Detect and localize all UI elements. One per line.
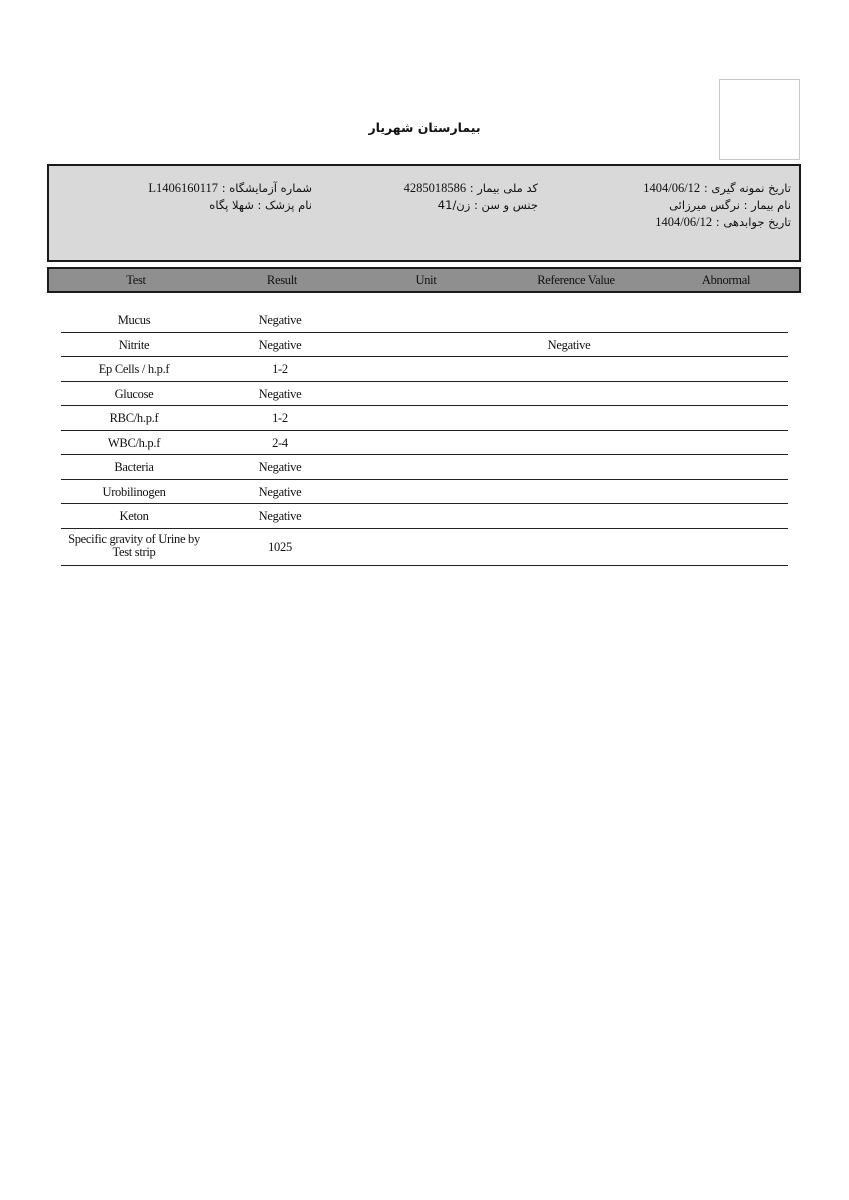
table-row xyxy=(61,504,788,529)
patient-name-label: نام بیمار : xyxy=(743,198,791,212)
table-row xyxy=(61,308,788,333)
header-unit: Unit xyxy=(415,273,437,287)
hospital-name: بیمارستان شهریار xyxy=(368,120,481,135)
test-result: Negative xyxy=(258,337,302,352)
test-name: Urobilinogen xyxy=(102,484,166,499)
national-code-label: کد ملی بیمار : xyxy=(469,181,538,195)
sample-date-line xyxy=(643,181,791,196)
test-result: 2-4 xyxy=(272,435,288,450)
table-row xyxy=(61,480,788,505)
test-name-line-2: Test strip xyxy=(112,544,156,559)
header-abnormal: Abnormal xyxy=(701,273,751,287)
sex-age-label: جنس و سن : xyxy=(473,198,538,212)
test-name: Mucus xyxy=(117,313,151,327)
lab-number-label: شماره آزمایشگاه : xyxy=(221,181,312,195)
test-result: Negative xyxy=(258,484,302,499)
doctor-line xyxy=(209,198,312,212)
test-result: Negative xyxy=(258,313,302,327)
doctor-label: نام پزشک : xyxy=(257,198,312,212)
test-name: WBC/h.p.f xyxy=(107,435,161,450)
patient-name-value: نرگس میرزائی xyxy=(669,198,740,212)
test-result: 1-2 xyxy=(272,362,288,376)
answer-date-line xyxy=(655,215,791,230)
sex-age-value: زن/41 xyxy=(437,198,471,212)
answer-date-value: 1404/06/12 xyxy=(655,215,713,229)
table-row xyxy=(61,455,788,480)
table-row xyxy=(61,406,788,431)
test-name: Glucose xyxy=(114,386,154,401)
answer-date-label: تاریخ جوابدهی : xyxy=(715,215,791,229)
test-result: Negative xyxy=(258,509,302,523)
test-name xyxy=(61,533,207,559)
national-code-value: 4285018586 xyxy=(403,181,467,195)
test-result: 1025 xyxy=(268,539,292,554)
results-table-header xyxy=(47,267,801,293)
patient-info-box xyxy=(47,164,801,262)
test-result: 1-2 xyxy=(272,411,288,425)
test-result: Negative xyxy=(258,386,302,401)
test-name: Nitrite xyxy=(118,337,150,352)
test-name: Ep Cells / h.p.f xyxy=(98,362,170,376)
table-row xyxy=(61,529,788,566)
lab-number-line xyxy=(148,181,312,196)
lab-number-value: L1406160117 xyxy=(148,181,219,195)
national-code-line xyxy=(404,181,538,196)
doctor-name-value: شهلا پگاه xyxy=(209,198,254,212)
reference-value: Negative xyxy=(547,337,591,352)
header-result: Result xyxy=(266,273,298,287)
test-name: RBC/h.p.f xyxy=(109,411,159,425)
results-table-body xyxy=(61,308,788,566)
header-test: Test xyxy=(126,273,146,287)
table-row xyxy=(61,382,788,407)
header-reference-value: Reference Value xyxy=(537,273,615,287)
table-row xyxy=(61,431,788,456)
table-row xyxy=(61,357,788,382)
table-row xyxy=(61,333,788,358)
test-name: Bacteria xyxy=(114,460,154,474)
sample-date-value: 1404/06/12 xyxy=(643,181,701,195)
test-result: Negative xyxy=(258,460,302,474)
sex-age-line xyxy=(438,198,538,212)
sample-date-label: تاریخ نمونه گیری : xyxy=(703,181,791,195)
patient-name-line xyxy=(669,198,791,212)
test-name-line-1: Specific gravity of Urine by xyxy=(68,531,200,546)
test-name: Keton xyxy=(119,509,149,523)
